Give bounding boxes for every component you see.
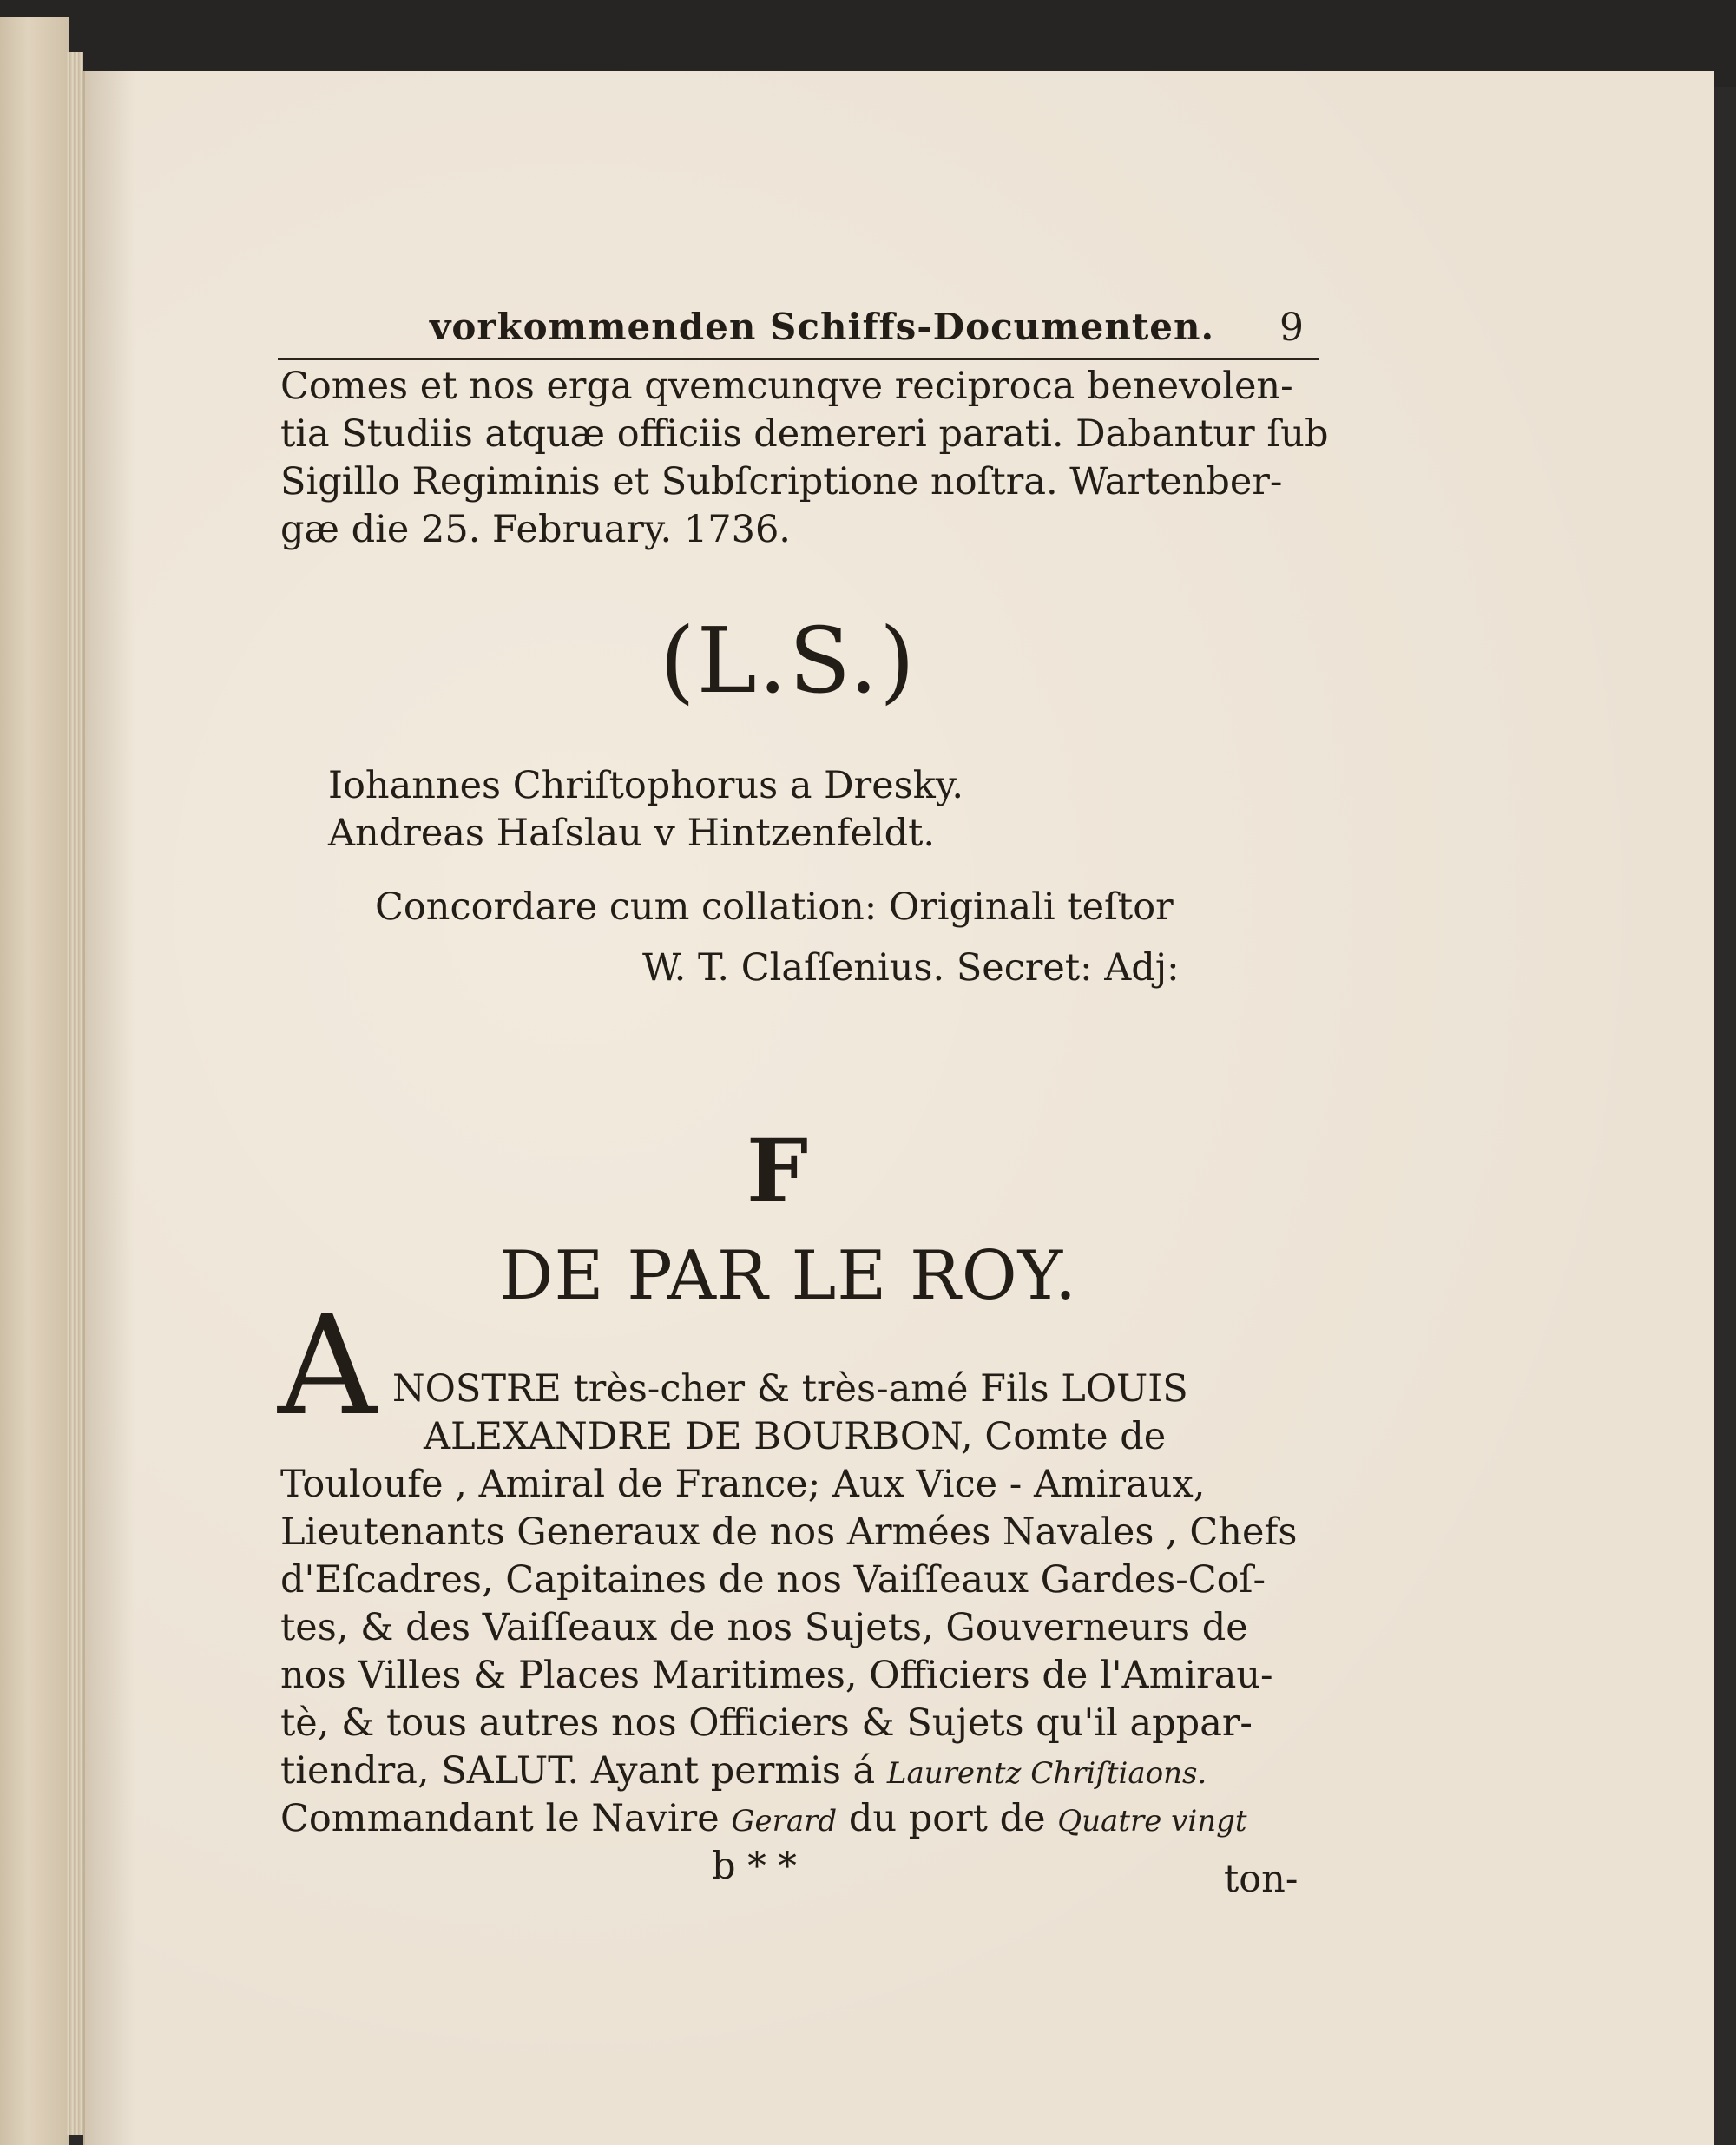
french-line-6: tes, & des Vaiſſeaux de nos Sujets, Gouverneurs de: [280, 1606, 1248, 1649]
french-line-5: d'Eſcadres, Capitaines de nos Vaiſſeaux Gardes-Coſ-: [280, 1558, 1266, 1602]
french-line-4: Lieutenants Generaux de nos Armées Navales , Chefs: [280, 1510, 1298, 1554]
page-number: 9: [1279, 306, 1304, 350]
french-line-1: NOSTRE très-cher & très-amé Fils LOUIS: [392, 1367, 1188, 1411]
french-line-2: ALEXANDRE DE BOURBON, Comte de: [424, 1415, 1167, 1458]
french-title: DE PAR LE ROY.: [499, 1237, 1077, 1315]
french-line-3: Touloufe , Amiral de France; Aux Vice - Amiraux,: [280, 1463, 1206, 1506]
french-line-9: [280, 1749, 1207, 1793]
running-title: vorkommenden Schiffs-Documenten.: [430, 306, 1215, 348]
filled-captain-name: Laurentz Chriſtiaons.: [886, 1756, 1207, 1791]
header-rule: [278, 358, 1319, 360]
filled-tonnage: Quatre vingt: [1057, 1804, 1247, 1839]
filled-ship-name: Gerard: [731, 1804, 838, 1839]
catchword: ton-: [1224, 1858, 1299, 1901]
seal-mark: (L.S.): [660, 608, 917, 714]
latin-line-2: tia Studiis atquæ officiis demereri parati. Dabantur ſub: [280, 412, 1329, 456]
latin-line-1: Comes et nos erga qvemcunqve reciproca benevolen-: [280, 365, 1293, 408]
attestation-line-1: Concordare cum collation: Originali teſtor: [375, 885, 1174, 929]
port-text: du port de: [848, 1797, 1046, 1840]
french-line-7: nos Villes & Places Maritimes, Officiers de l'Amirau-: [280, 1654, 1273, 1697]
latin-line-4: gæ die 25. February. 1736.: [280, 508, 791, 551]
latin-line-3: Sigillo Regiminis et Subſcriptione noſtra. Wartenber-: [280, 460, 1283, 503]
section-letter: F: [746, 1120, 808, 1222]
signature-dresky: Iohannes Chriſtophorus a Dresky.: [328, 764, 964, 807]
commandant-text: Commandant le Navire: [280, 1797, 720, 1840]
book-spine: [0, 17, 69, 2145]
french-line-10: [280, 1797, 1247, 1840]
signature-hasslau: Andreas Haſslau v Hintzenfeldt.: [328, 812, 936, 855]
drop-cap: A: [278, 1286, 378, 1446]
signature-mark: b * *: [712, 1845, 797, 1888]
page-edges: [66, 52, 83, 2135]
attestation-line-2: W. T. Claſſenius. Secret: Adj:: [642, 946, 1180, 990]
french-line-9-text: tiendra, SALUT. Ayant permis á: [280, 1749, 876, 1793]
french-line-8: tè, & tous autres nos Officiers & Sujets qu'il appar-: [280, 1701, 1253, 1745]
gutter-shadow: [83, 71, 135, 2145]
